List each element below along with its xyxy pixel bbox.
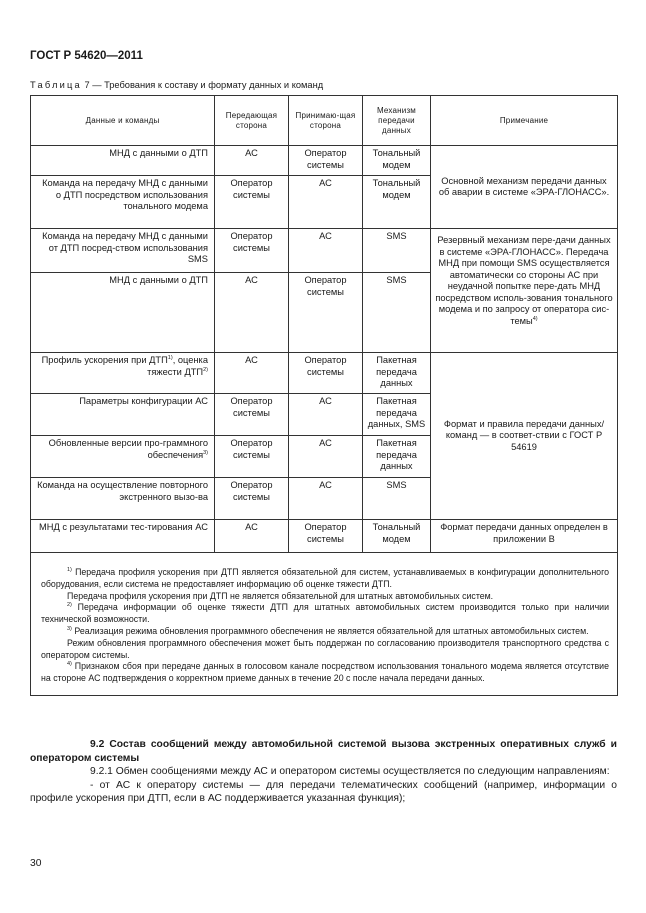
table-row: [31, 146, 618, 176]
table-header-row: [31, 96, 618, 146]
column-header-note: Примечание: [431, 96, 618, 146]
footnote: [41, 661, 609, 685]
footnote-text: Реализация режима обновления программного обеспечения не является обязательной для штатных автомобильных систем.: [71, 625, 589, 636]
cell-data: [31, 353, 215, 394]
cell-sender: Оператор системы: [215, 176, 289, 229]
cell-mechanism: SMS: [363, 478, 431, 520]
column-header-mechanism: Механизм передачи данных: [363, 96, 431, 146]
cell-sender: Оператор системы: [215, 229, 289, 273]
section-paragraph: - от АС к оператору системы — для передачи телематических сообщений (например, информации о профиле ускорения при ДТП, если в АС поддерживается указанная функция);: [30, 779, 617, 804]
section-title: 9.2 Состав сообщений между автомобильной системой вызова экстренных оперативных служб и оператором системы: [30, 739, 617, 764]
cell-receiver: АС: [289, 229, 363, 273]
cell-receiver: АС: [289, 478, 363, 520]
cell-data: Команда на передачу МНД с данными о ДТП посредством использования тонального модема: [31, 176, 215, 229]
table-footnotes-row: [31, 553, 618, 696]
cell-data: [31, 436, 215, 478]
cell-data: МНД с результатами тес-тирования АС: [31, 520, 215, 553]
cell-mechanism: SMS: [363, 273, 431, 353]
footnote-mark: 2): [67, 602, 72, 609]
cell-sender: Оператор системы: [215, 478, 289, 520]
footnote-text: Передача информации об оценке тяжести ДТП для штатных автомобильных систем производится только при наличии технической возможности.: [41, 602, 609, 625]
cell-data-text: Профиль ускорения при ДТП: [41, 355, 168, 365]
table-caption: [30, 80, 323, 90]
table-footnotes: [31, 553, 618, 696]
column-header-receiver: Принимаю-щая сторона: [289, 96, 363, 146]
cell-receiver: Оператор системы: [289, 146, 363, 176]
table-row: [31, 229, 618, 273]
cell-note-appendix: Формат передачи данных определен в приложении В: [431, 520, 618, 553]
footnote-text: Передача профиля ускорения при ДТП не является обязательной для штатных автомобильных систем.: [67, 590, 494, 601]
column-header-sender: Передающая сторона: [215, 96, 289, 146]
cell-mechanism: Пакетная передача данных: [363, 436, 431, 478]
cell-receiver: Оператор системы: [289, 353, 363, 394]
cell-mechanism: Тональный модем: [363, 520, 431, 553]
cell-data: Параметры конфигурации АС: [31, 394, 215, 436]
cell-receiver: АС: [289, 394, 363, 436]
footnote-mark: 3): [67, 626, 72, 633]
footnote: [41, 591, 609, 603]
footnote-mark: 1): [67, 567, 72, 574]
table-caption-word: Таблица: [30, 80, 82, 90]
cell-note-format: Формат и правила передачи данных/команд — в соответ-ствии с ГОСТ Р 54619: [431, 353, 618, 520]
cell-mechanism: Тональный модем: [363, 176, 431, 229]
requirements-table: [30, 95, 618, 696]
footnote: [41, 638, 609, 662]
cell-mechanism: Тональный модем: [363, 146, 431, 176]
footnote: [41, 626, 609, 638]
table-caption-text: 7 — Требования к составу и формату данных и команд: [81, 80, 324, 90]
cell-mechanism: Пакетная передача данных: [363, 353, 431, 394]
cell-data: Команда на осуществление повторного экстренного вызо-ва: [31, 478, 215, 520]
footnote-mark: 4): [67, 661, 72, 668]
table-row: [31, 520, 618, 553]
footnote-ref: 3): [203, 449, 208, 456]
footnote-ref: 4): [532, 315, 538, 322]
cell-receiver: АС: [289, 436, 363, 478]
footnote-ref: 2): [203, 366, 208, 373]
footnote-text: Режим обновления программного обеспечения может быть поддержан по согласованию производителя транспортного средства с оператором системы.: [41, 637, 609, 660]
note-backup-text: Резервный механизм пере-дачи данных в системе «ЭРА-ГЛОНАСС». Передача МНД при помощи SMS осуществляется автоматически со стороны АС при неудачной попытке пере-дать МНД посредством исполь-зования тонального модема и по запросу от оператора сис-темы: [435, 235, 613, 326]
page-number: 30: [30, 858, 42, 869]
cell-sender: АС: [215, 273, 289, 353]
footnote-text: Признаком сбоя при передаче данных в голосовом канале посредством использования тонального модема является отсутствие на стороне АС подтверждения о корректном приеме данных в течение 20 с после начала передачи данных.: [41, 661, 609, 684]
cell-data-text: Обновленные версии про-граммного обеспечения: [48, 438, 208, 460]
cell-sender: Оператор системы: [215, 436, 289, 478]
cell-mechanism: SMS: [363, 229, 431, 273]
cell-sender: Оператор системы: [215, 394, 289, 436]
footnote: [41, 602, 609, 626]
cell-sender: АС: [215, 520, 289, 553]
document-code: ГОСТ Р 54620—2011: [30, 50, 143, 62]
cell-receiver: АС: [289, 176, 363, 229]
section-9-2: [30, 738, 617, 806]
footnote-text: Передача профиля ускорения при ДТП является обязательной для систем, устанавливаемых в конфигурации дополнительного оборудования, если система не предоставляет информацию об оценке тяжести ДТП.: [41, 567, 609, 589]
cell-data-text-tail: , оценка тяжести ДТП: [147, 355, 208, 377]
cell-receiver: Оператор системы: [289, 520, 363, 553]
cell-data: Команда на передачу МНД с данными от ДТП посред-ством использования SMS: [31, 229, 215, 273]
cell-sender: АС: [215, 353, 289, 394]
section-paragraph: 9.2.1 Обмен сообщениями между АС и оператором системы осуществляется по следующим направлениям:: [90, 766, 610, 777]
cell-note-backup: [431, 229, 618, 353]
cell-data: МНД с данными о ДТП: [31, 146, 215, 176]
table-row: [31, 353, 618, 394]
column-header-data: Данные и команды: [31, 96, 215, 146]
footnote-ref: 1): [167, 354, 173, 361]
cell-receiver: Оператор системы: [289, 273, 363, 353]
cell-note-primary: Основной механизм передачи данных об аварии в системе «ЭРА-ГЛОНАСС».: [431, 146, 618, 229]
cell-sender: АС: [215, 146, 289, 176]
cell-mechanism: Пакетная передача данных, SMS: [363, 394, 431, 436]
footnote: [41, 567, 609, 591]
cell-data: МНД с данными о ДТП: [31, 273, 215, 353]
